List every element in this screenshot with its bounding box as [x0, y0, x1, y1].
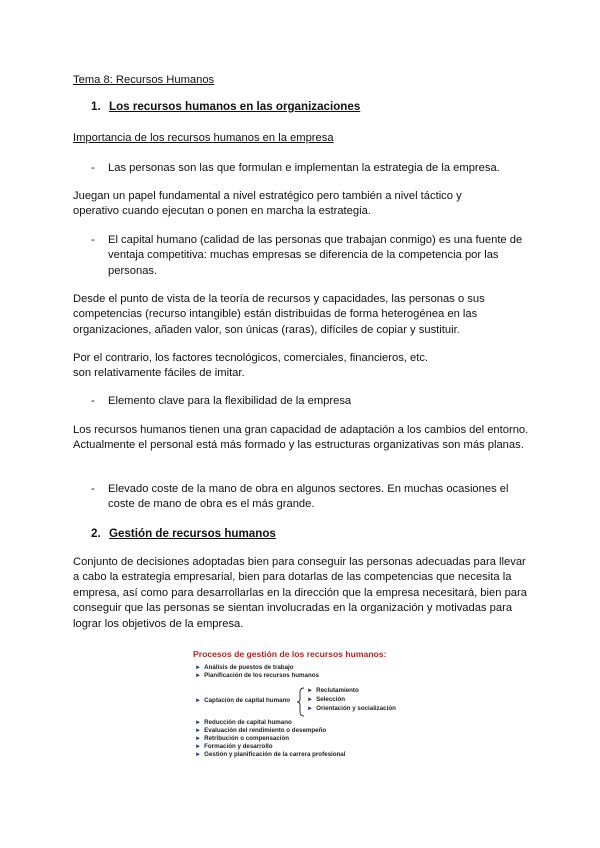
figure-item [195, 743, 273, 751]
arrow-right-icon: ► [195, 697, 202, 704]
arrow-right-icon: ► [195, 735, 202, 742]
paragraph-3: Por el contrario, los factores tecnológicos, comerciales, financieros, etc. son relativamente fáciles de imitar. [73, 352, 429, 380]
bullet-dash: - [91, 234, 95, 246]
arrow-right-icon: ► [195, 743, 202, 750]
figure-item [195, 727, 326, 735]
figure-title: Procesos de gestión de los recursos humanos: [193, 649, 387, 659]
section-2-title: Gestión de recursos humanos [109, 527, 276, 540]
bullet-3-text: Elemento clave para la flexibilidad de la empresa [108, 395, 352, 407]
section-1-heading [91, 99, 551, 114]
arrow-right-icon: ► [307, 687, 314, 694]
curly-brace-icon [297, 687, 305, 717]
arrow-right-icon: ► [307, 705, 314, 712]
arrow-right-icon: ► [307, 696, 314, 703]
section-1-number: 1. [91, 100, 101, 113]
bullet-2-text: El capital humano (calidad de las personas que trabajan conmigo) es una fuente de ventaja competitiva: muchas empresas se diferencia de la competencia por las personas. [108, 234, 523, 277]
arrow-right-icon: ► [195, 664, 202, 671]
paragraph-2: Desde el punto de vista de la teoría de recursos y capacidades, las personas o sus competencias (recurso intangible) están distribuidas de forma heterogénea en las organizaciones, añaden valor, son únicas (raras), difíciles de copiar y sustituir. [73, 293, 485, 336]
bullet-4-text: Elevado coste de la mano de obra en algunos sectores. En muchas ocasiones el coste de mano de obra es el más grande. [108, 483, 509, 511]
bullet-dash: - [91, 162, 95, 174]
figure-subitem [307, 687, 359, 695]
section-2-number: 2. [91, 527, 101, 540]
paragraph-4: Los recursos humanos tienen una gran capacidad de adaptación a los cambios del entorno. Actualmente el personal está más formado y las estructuras organizativas son más planas. [73, 424, 529, 452]
figure-item [195, 719, 292, 727]
figure-item [195, 672, 319, 680]
figure-subitem-text: Selección [316, 696, 346, 703]
figure-subitem [307, 696, 345, 704]
figure-subitem-text: Orientación y socialización [316, 705, 396, 712]
arrow-right-icon: ► [195, 672, 202, 679]
figure-item [195, 735, 289, 743]
figure-item-text: Gestión y planificación de la carrera profesional [204, 751, 346, 758]
bullet-1 [91, 161, 536, 176]
figure-item-text: Evaluación del rendimiento o desempeño [204, 727, 327, 734]
bullet-dash: - [91, 483, 95, 495]
paragraph-5: Conjunto de decisiones adoptadas bien para conseguir las personas adecuadas para llevar a cabo la estrategia empresarial, bien para dotarlas de las competencias que necesita la empresa, así como para desarrollarlas en la dirección que la empresa necesitará, bien para conseguir que las personas se sientan involucradas en la organización y motivadas para lograr los objetivos de la empresa. [73, 556, 527, 630]
arrow-right-icon: ► [195, 719, 202, 726]
arrow-right-icon: ► [195, 751, 202, 758]
figure-item-text: Retribución o compensación [204, 735, 290, 742]
arrow-right-icon: ► [195, 727, 202, 734]
figure-subitem-text: Reclutamiento [316, 687, 359, 694]
figure-subitem [307, 705, 396, 713]
paragraph-1: Juegan un papel fundamental a nivel estratégico pero también a nivel táctico y operativo cuando ejecutan o ponen en marcha la estrategia. [73, 190, 462, 218]
figure-item-text: Reducción de capital humano [204, 719, 292, 726]
figure-item-text: Captación de capital humano [204, 697, 291, 704]
bullet-dash: - [91, 395, 95, 407]
bullet-3 [91, 394, 536, 409]
figure-item [195, 697, 290, 705]
bullet-2 [91, 233, 536, 279]
section-2-heading [91, 526, 551, 541]
topic-title: Tema 8: Recursos Humanos [73, 74, 215, 86]
figure-item [195, 751, 345, 759]
subheading-importancia: Importancia de los recursos humanos en la empresa [73, 132, 334, 144]
figure-item [195, 664, 294, 672]
figure-item-text: Planificación de los recursos humanos [204, 672, 319, 679]
figure-item-text: Formación y desarrollo [204, 743, 273, 750]
figure-item-text: Análisis de puestos de trabajo [204, 664, 294, 671]
bullet-4 [91, 482, 521, 513]
bullet-1-text: Las personas son las que formulan e implementan la estrategia de la empresa. [108, 162, 500, 174]
section-1-title: Los recursos humanos en las organizaciones [109, 100, 361, 113]
processes-figure [193, 649, 408, 761]
